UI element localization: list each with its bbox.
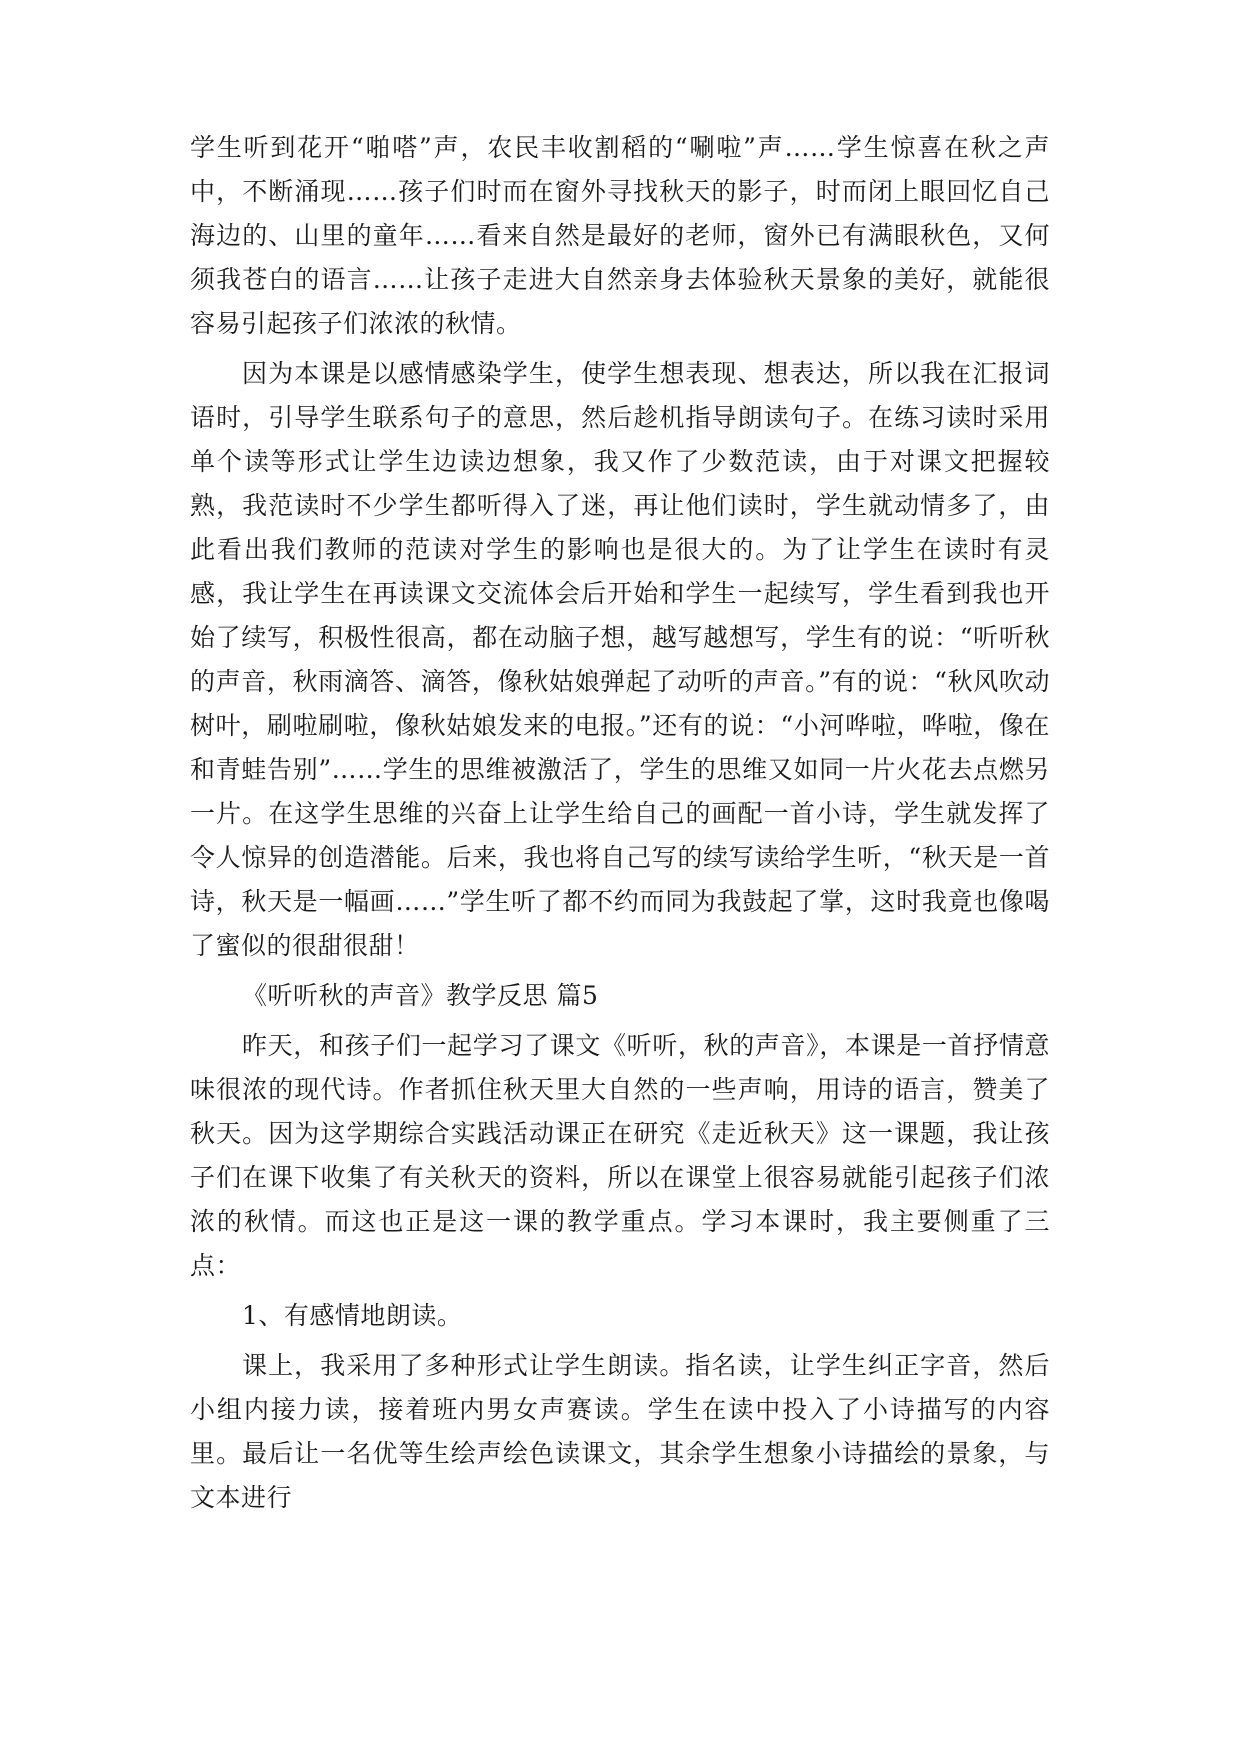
paragraph-lesson-intro: 昨天，和孩子们一起学习了课文《听听，秋的声音》，本课是一首抒情意味很浓的现代诗。作者抓住秋天里大自然的一些声响，用诗的语言，赞美了秋天。因为这学期综合实践活动课正在研究《走近秋天》这一课题，我让孩子们在课下收集了有关秋天的资料，所以在课堂上很容易就能引起孩子们浓浓的秋情。而这也正是这一课的教学重点。学习本课时，我主要侧重了三点： xyxy=(190,1031,1050,1280)
paragraph-autumn-sounds: 学生听到花开“啪嗒”声，农民丰收割稻的“唰啦”声……学生惊喜在秋之声中，不断涌现……孩子们时而在窗外寻找秋天的影子，时而闭上眼回忆自己海边的、山里的童年……看来自然是最好的老师，窗外已有满眼秋色，又何须我苍白的语言……让孩子走进大自然亲身去体验秋天景象的美好，就能很容易引起孩子们浓浓的秋情。 xyxy=(190,133,1050,338)
document-page xyxy=(190,126,1050,1520)
paragraph-point-one: 1、有感情地朗读。 xyxy=(242,1301,463,1330)
section-heading: 《听听秋的声音》教学反思 篇5 xyxy=(242,981,599,1010)
paragraph-emotional-reading: 因为本课是以感情感染学生，使学生想表现、想表达，所以我在汇报词语时，引导学生联系句子的意思，然后趁机指导朗读句子。在练习读时采用单个读等形式让学生边读边想象，我又作了少数范读，由于对课文把握较熟，我范读时不少学生都听得入了迷，再让他们读时，学生就动情多了，由此看出我们教师的范读对学生的影响也是很大的。为了让学生在读时有灵感，我让学生在再读课文交流体会后开始和学生一起续写，学生看到我也开始了续写，积极性很高，都在动脑子想，越写越想写，学生有的说：“听听秋的声音，秋雨滴答、滴答，像秋姑娘弹起了动听的声音。”有的说：“秋风吹动树叶，刷啦刷啦，像秋姑娘发来的电报。”还有的说：“小河哗啦，哗啦，像在和青蛙告别”……学生的思维被激活了，学生的思维又如同一片火花去点燃另一片。在这学生思维的兴奋上让学生给自己的画配一首小诗，学生就发挥了令人惊异的创造潜能。后来，我也将自己写的续写读给学生听，“秋天是一首诗，秋天是一幅画……”学生听了都不约而同为我鼓起了掌，这时我竟也像喝了蜜似的很甜很甜！ xyxy=(190,359,1050,960)
paragraph-reading-methods: 课上，我采用了多种形式让学生朗读。指名读，让学生纠正字音，然后小组内接力读，接着班内男女声赛读。学生在读中投入了小诗描写的内容里。最后让一名优等生绘声绘色读课文，其余学生想象小诗描绘的景象，与文本进行 xyxy=(190,1351,1050,1512)
